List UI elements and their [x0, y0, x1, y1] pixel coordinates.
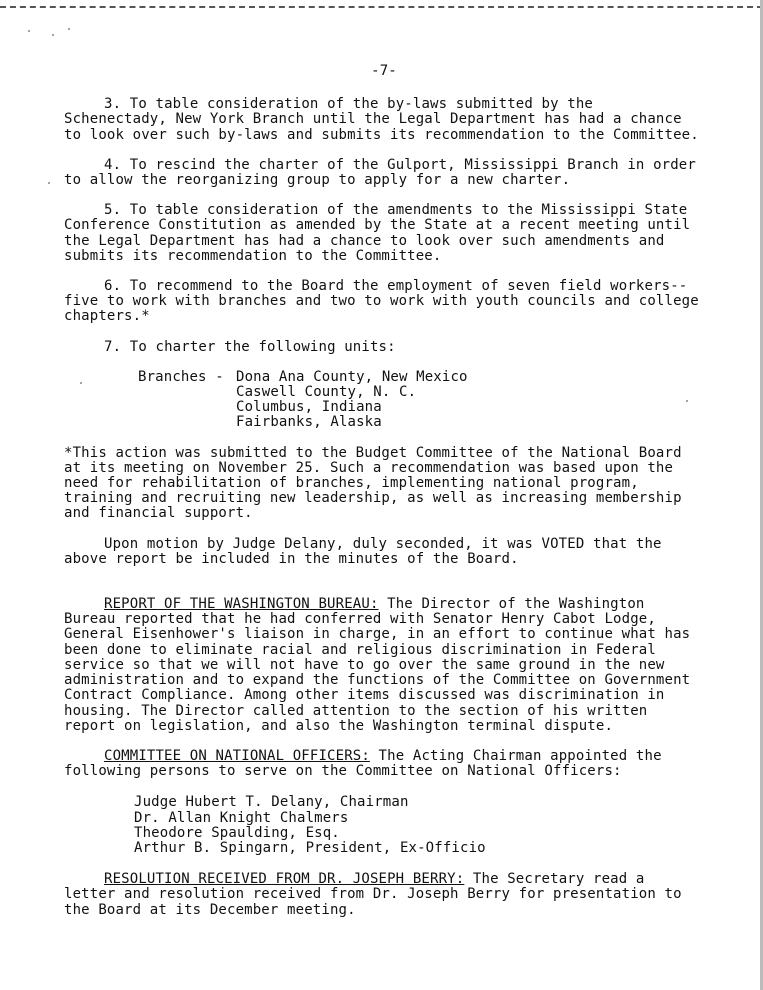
branch-name: Columbus, Indiana — [236, 399, 382, 416]
list-item — [64, 203, 704, 264]
list-item — [64, 97, 704, 143]
section-text: The Acting Chairman appointed the following persons to serve on the Committee on National Officers: — [64, 747, 662, 780]
officer-name: Judge Hubert T. Delany, Chairman — [134, 794, 409, 811]
officer-name: Arthur B. Spingarn, President, Ex-Officio — [134, 839, 486, 856]
item-number: 4. — [104, 156, 122, 173]
item-number: 7. — [104, 338, 122, 355]
section-text: The Secretary read a letter and resolution received from Dr. Joseph Berry for presentation to the Board at its December meeting. — [64, 871, 682, 918]
branch-name: Dona Ana County, New Mexico — [236, 368, 468, 385]
section-heading: COMMITTEE ON NATIONAL OFFICERS: — [104, 747, 370, 764]
branch-name: Fairbanks, Alaska — [236, 414, 382, 431]
section-text: The Director of the Washington Bureau reported that he had conferred with Senator Henry Cabot Lodge, General Eisenhower's liaison in charge, in an effort to continue what has been done to eliminate racial and religious discrimination in Federal service so that we will not have to go over the same ground in the new administration and to expand the functions of the Committee on Government Contract Compliance. Among other items discussed was discrimination in housing. The Director called attention to the section of his written report on legislation, and also the Washington terminal dispute. — [64, 596, 691, 734]
page-top-edge — [0, 0, 763, 8]
page-number: -7- — [371, 63, 397, 79]
item-text: To table consideration of the amendments to the Mississippi State Conference Constitution as amended by the State at a recent meeting until the Legal Department has had a chance to look over such amendments and submits its recommendation to the Committee. — [64, 202, 691, 264]
list-item — [64, 279, 704, 325]
list-item — [64, 340, 704, 355]
item-number: 3. — [104, 96, 122, 113]
scan-speck — [68, 28, 70, 30]
item-text: To table consideration of the by-laws submitted by the Schenectady, New York Branch until the Legal Department has had a chance to look over such by-laws and submits its recommendation to the Committee. — [64, 96, 699, 143]
branches-list — [64, 370, 704, 431]
motion-paragraph: Upon motion by Judge Delany, duly seconded, it was VOTED that the above report be included in the minutes of the Board. — [64, 535, 662, 567]
item-text: To rescind the charter of the Gulport, Mississippi Branch in order to allow the reorganizing group to apply for a new charter. — [64, 156, 696, 189]
section-heading: RESOLUTION RECEIVED FROM DR. JOSEPH BERRY: — [104, 871, 465, 888]
item-number: 6. — [104, 278, 122, 295]
scan-speck — [48, 182, 50, 184]
officer-name: Dr. Allan Knight Chalmers — [134, 809, 349, 826]
officer-name: Theodore Spaulding, Esq. — [134, 824, 340, 841]
section-heading: REPORT OF THE WASHINGTON BUREAU: — [104, 596, 379, 613]
scan-speck — [52, 34, 54, 36]
officers-list — [64, 795, 704, 856]
resolution-section — [64, 872, 704, 918]
national-officers-section — [64, 749, 704, 779]
item-text: To recommend to the Board the employment of seven field workers--five to work with branches and two to work with youth councils and college chapters.* — [64, 278, 699, 325]
branches-label: Branches - — [138, 368, 224, 385]
scan-speck — [28, 30, 30, 32]
branch-names — [236, 370, 468, 431]
footnote: *This action was submitted to the Budget Committee of the National Board at its meeting on November 25. Such a recommendation was based upon the need for rehabilitation of branches, implementing national program, training and recruiting new leadership, as well as increasing membership and financial support. — [64, 444, 682, 522]
document-page — [64, 64, 704, 933]
branch-name: Caswell County, N. C. — [236, 384, 417, 401]
item-number: 5. — [104, 202, 122, 219]
item-text: To charter the following units: — [129, 338, 396, 355]
washington-bureau-section — [64, 597, 704, 734]
list-item — [64, 158, 704, 188]
